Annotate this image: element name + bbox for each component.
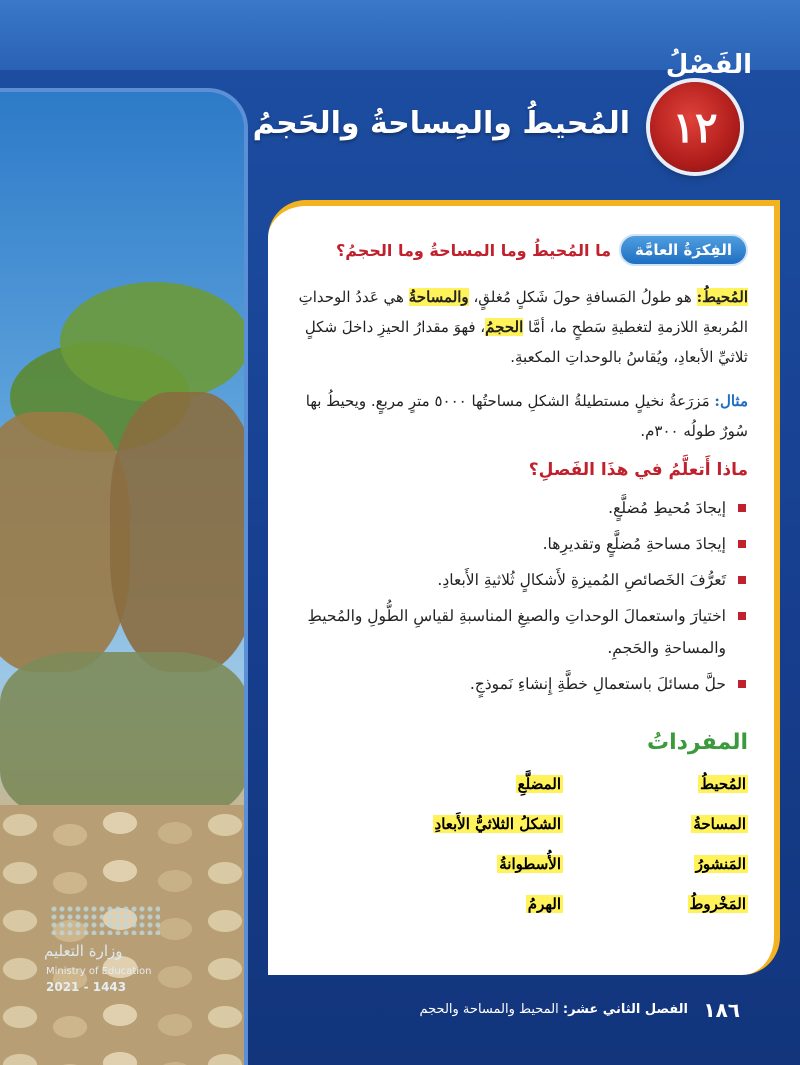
chapter-number-badge (650, 82, 740, 172)
big-idea-row (294, 234, 748, 266)
vocab-term: الشكلُ الثلاثيُّ الأَبعادِ (434, 815, 561, 833)
chapter-number: ١٢ (672, 102, 718, 152)
content-card (268, 200, 780, 975)
page-number: ١٨٦ (703, 998, 740, 1022)
footer-chapter-name: المحيط والمساحة والحجم (419, 1002, 563, 1017)
example-paragraph (294, 386, 748, 446)
list-item: حلَّ مسائلَ باستعمالِ خطَّةِ إِنشاءِ نَموذجٍ. (294, 668, 748, 700)
list-item: إيجادَ مساحةِ مُضلَّعٍ وتقديرِها. (294, 528, 748, 560)
moe-logo-arabic: وزارة التعليم (44, 942, 123, 960)
definition-paragraph (294, 282, 748, 372)
palm-frond (110, 392, 248, 672)
vocab-term: المساحةُ (693, 815, 746, 833)
vocab-term: المُحيطُ (700, 775, 746, 793)
list-item: تَعرُّفَ الخَصائصِ المُميزةِ لأَشكالٍ ثُلاثيةِ الأَبعادِ. (294, 564, 748, 596)
learn-heading: ماذا أَتعلَّمُ في هذَا الفَصلِ؟ (528, 460, 748, 480)
term-perimeter: المُحيطُ: (696, 288, 748, 306)
vocabulary-title: المفرداتُ (646, 730, 748, 755)
learn-list (294, 492, 748, 700)
list-item: اختيارَ واستعمالَ الوحداتِ والصيغِ المناسبةِ لقياسِ الطُّولِ والمُحيطِ والمساحةِ والحَجمِ. (294, 600, 748, 664)
big-idea-badge: الفِكرَةُ العامَّة (619, 234, 748, 266)
vocabulary-grid (418, 775, 748, 913)
shrubs (0, 652, 248, 822)
moe-logo-icon (50, 905, 160, 935)
footer-chapter (420, 1002, 688, 1017)
vocab-term: الأُسطوانةُ (499, 855, 561, 873)
moe-logo-english: Ministry of Education (46, 966, 152, 977)
vocab-term: المضلَّعِ (517, 775, 561, 793)
chapter-word: الفَصْلُ (665, 50, 752, 80)
moe-logo-year: 2021 - 1443 (46, 980, 127, 994)
example-text: مَزرَعةُ نخيلٍ مستطيلةُ الشكلِ مساحتُها ٥٠٠٠ مترٍ مربعٍ. ويحيطُ بها سُورٌ طولُه ٣٠٠م. (305, 392, 748, 440)
vocab-term: المَخْروطُ (689, 895, 746, 913)
page-footer (0, 996, 800, 1036)
footer-chapter-label: الفصل الثاني عشر: (562, 1002, 688, 1017)
big-idea-question: ما المُحيطُ وما المساحةُ وما الحجمُ؟ (336, 240, 612, 260)
term-area: والمساحةُ (408, 288, 469, 306)
vocab-term: الهرمُ (527, 895, 561, 913)
chapter-title: المُحيطُ والمِساحةُ والحَجمُ (252, 106, 630, 141)
definition-text-2: هي عَددُ الوحداتِ المُربعةِ اللازمةِ لتغطيةِ سَطحٍ ما، أمَّا (298, 288, 748, 336)
definition-text-1: هو طولُ المَسافةِ حولَ شَكلٍ مُغلقٍ، (468, 288, 697, 306)
list-item: إيجادَ مُحيطِ مُضلَّعٍ. (294, 492, 748, 524)
palm-frond (60, 282, 248, 402)
example-label: مثال: (714, 392, 748, 410)
definition-text-3: ، فهوَ مقدارُ الحيزِ داخلَ شكلٍ ثلاثيِّ الأبعادِ، ويُقاسُ بالوحداتِ المكعبةِ. (304, 318, 748, 366)
vocab-term: المَنشورُ (695, 855, 746, 873)
term-volume: الحجمُ (485, 318, 524, 336)
